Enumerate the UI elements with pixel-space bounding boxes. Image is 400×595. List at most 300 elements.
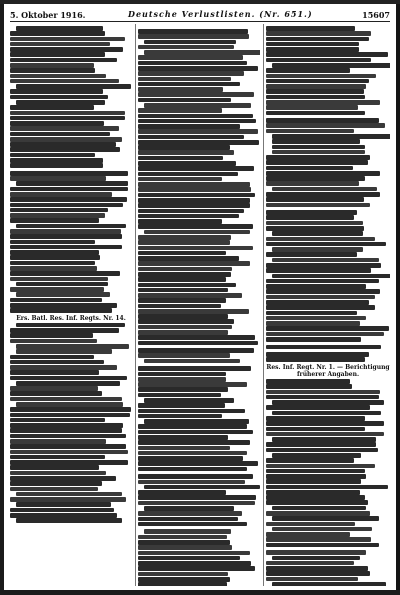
text-line	[138, 114, 253, 119]
text-line	[266, 305, 375, 310]
text-line	[266, 405, 370, 410]
text-line	[266, 495, 365, 500]
text-line	[266, 31, 371, 36]
text-line	[266, 52, 388, 57]
text-line	[138, 501, 255, 506]
text-line	[138, 517, 238, 522]
text-line	[138, 382, 247, 387]
text-line	[266, 252, 357, 257]
text-line	[266, 490, 360, 495]
text-line	[138, 456, 243, 461]
text-line	[138, 246, 253, 251]
text-line	[138, 77, 231, 82]
column-2-entries	[138, 29, 260, 586]
text-line	[272, 247, 363, 252]
text-line	[10, 42, 110, 47]
text-line	[266, 37, 369, 42]
text-column-1	[10, 26, 132, 586]
text-line	[144, 506, 234, 511]
text-line	[10, 339, 97, 344]
header-date: 5. Oktober 1916.	[10, 10, 86, 20]
text-line	[266, 352, 369, 357]
text-line	[266, 311, 357, 316]
text-line	[10, 287, 104, 292]
text-line	[138, 393, 221, 398]
text-line	[10, 79, 119, 84]
text-line	[266, 197, 364, 202]
text-line	[266, 226, 364, 231]
text-line	[10, 476, 116, 481]
text-line	[138, 82, 240, 87]
text-line	[138, 129, 258, 134]
text-line	[10, 277, 108, 282]
text-line	[138, 277, 226, 282]
text-line	[16, 344, 129, 349]
text-line	[138, 209, 244, 214]
text-line	[266, 26, 355, 31]
text-line	[138, 71, 244, 76]
text-line	[144, 359, 240, 364]
text-line	[138, 430, 253, 435]
text-line	[266, 357, 365, 362]
text-line	[10, 481, 102, 486]
text-line	[266, 89, 364, 94]
text-line	[272, 582, 386, 586]
text-line	[138, 377, 226, 382]
text-line	[138, 161, 236, 166]
text-line	[10, 487, 98, 492]
text-line	[10, 428, 122, 433]
text-line	[266, 242, 386, 247]
text-line	[10, 413, 130, 418]
text-line	[138, 182, 250, 187]
text-line	[266, 160, 368, 165]
text-line	[10, 197, 127, 202]
text-line	[272, 527, 372, 532]
text-line	[272, 187, 377, 192]
text-line	[10, 187, 128, 192]
text-line	[266, 561, 354, 566]
text-line	[138, 66, 258, 71]
text-line	[138, 461, 258, 466]
text-line	[138, 235, 231, 240]
text-line	[144, 485, 260, 490]
column-3-entries-top	[266, 26, 390, 362]
text-line	[266, 522, 355, 527]
text-line	[138, 319, 234, 324]
text-line	[266, 485, 388, 490]
text-line	[138, 261, 250, 266]
text-column-2	[138, 26, 260, 586]
text-line	[138, 414, 222, 419]
text-line	[272, 258, 379, 263]
text-line	[266, 203, 370, 208]
text-line	[272, 231, 363, 236]
text-line	[10, 333, 93, 338]
text-line	[10, 370, 99, 375]
text-line	[272, 556, 360, 561]
text-line	[16, 323, 125, 328]
text-line	[10, 397, 122, 402]
text-line	[10, 137, 122, 142]
header-rule	[10, 21, 390, 22]
text-line	[266, 105, 358, 110]
text-line	[138, 45, 234, 50]
text-line	[266, 474, 366, 479]
text-line	[272, 274, 390, 279]
text-line	[266, 300, 369, 305]
text-line	[138, 304, 221, 309]
text-line	[138, 353, 230, 358]
text-line	[266, 427, 365, 432]
text-line	[144, 419, 249, 424]
text-line	[266, 500, 368, 505]
text-line	[10, 250, 99, 255]
text-line	[266, 111, 365, 116]
text-line	[266, 571, 370, 576]
text-line	[10, 434, 126, 439]
column-divider-1	[135, 24, 136, 586]
text-line	[138, 522, 247, 527]
text-line	[266, 221, 363, 226]
text-line	[10, 229, 121, 234]
text-line	[272, 150, 365, 155]
text-line	[138, 150, 234, 155]
text-line	[10, 355, 94, 360]
text-line	[138, 272, 231, 277]
text-line	[10, 455, 105, 460]
text-line	[138, 490, 226, 495]
text-line	[10, 328, 119, 333]
text-line	[138, 145, 230, 150]
text-line	[10, 450, 128, 455]
text-line	[10, 31, 105, 36]
text-line	[138, 314, 228, 319]
text-line	[138, 341, 258, 346]
text-line	[266, 421, 384, 426]
text-line	[16, 26, 103, 31]
text-line	[266, 337, 361, 342]
text-line	[266, 511, 370, 516]
text-line	[138, 256, 239, 261]
text-line	[10, 192, 112, 197]
text-line	[10, 58, 117, 63]
text-line	[138, 540, 230, 545]
text-line	[266, 84, 366, 89]
text-line	[138, 545, 232, 550]
text-line	[138, 198, 250, 203]
text-line	[138, 293, 242, 298]
text-line	[10, 465, 99, 470]
text-line	[266, 42, 359, 47]
text-line	[10, 68, 95, 73]
text-line	[266, 416, 365, 421]
text-line	[10, 471, 106, 476]
text-line	[10, 163, 103, 168]
text-line	[266, 479, 361, 484]
text-line	[266, 284, 366, 289]
text-line	[10, 95, 108, 100]
text-line	[266, 166, 353, 171]
text-line	[266, 295, 375, 300]
text-line	[266, 95, 365, 100]
text-line	[266, 432, 384, 437]
text-line	[10, 245, 122, 250]
text-line	[10, 74, 106, 79]
text-line	[10, 63, 94, 68]
text-line	[272, 134, 390, 139]
text-line	[10, 298, 102, 303]
text-line	[272, 453, 361, 458]
text-line	[138, 251, 226, 256]
text-line	[16, 282, 108, 287]
text-line	[266, 442, 376, 447]
text-line	[138, 409, 245, 414]
text-line	[10, 158, 103, 163]
text-line	[138, 325, 232, 330]
text-line	[266, 263, 381, 268]
text-line	[144, 230, 250, 235]
text-line	[266, 176, 365, 181]
text-line	[138, 556, 240, 561]
text-line	[10, 208, 108, 213]
text-line	[10, 508, 114, 513]
text-line	[16, 84, 131, 89]
column-3-entries-bottom	[266, 379, 390, 586]
text-line	[266, 543, 379, 548]
text-line	[266, 192, 380, 197]
text-line	[138, 224, 253, 229]
text-line	[138, 577, 230, 582]
text-column-3	[266, 26, 390, 586]
text-line	[138, 495, 256, 500]
text-line	[10, 176, 106, 181]
text-line	[16, 349, 112, 354]
text-line	[10, 171, 128, 176]
text-line	[138, 267, 232, 272]
text-line	[138, 566, 255, 571]
text-line	[266, 464, 375, 469]
text-line	[10, 271, 120, 276]
text-line	[10, 213, 105, 218]
text-line	[10, 52, 105, 57]
text-line	[138, 29, 248, 34]
column-1-entries-top	[10, 26, 132, 313]
text-line	[138, 92, 254, 97]
text-line	[272, 400, 384, 405]
text-line	[138, 309, 249, 314]
text-line	[144, 50, 260, 55]
text-line	[10, 147, 120, 152]
column-divider-2	[263, 24, 264, 586]
text-line	[144, 529, 231, 534]
text-line	[10, 407, 131, 412]
text-line	[266, 74, 376, 79]
text-line	[10, 439, 106, 444]
text-line	[16, 292, 110, 297]
text-line	[138, 535, 227, 540]
text-line	[144, 398, 234, 403]
text-line	[266, 537, 371, 542]
text-line	[10, 460, 128, 465]
text-line	[138, 572, 228, 577]
text-line	[10, 303, 117, 308]
text-line	[138, 335, 255, 340]
text-line	[138, 98, 231, 103]
text-line	[266, 289, 380, 294]
column-1-entries-bottom	[10, 323, 132, 523]
scan-edge-bottom	[0, 590, 400, 595]
text-line	[138, 511, 242, 516]
text-line	[10, 132, 110, 137]
text-line	[138, 283, 236, 288]
text-line	[138, 467, 247, 472]
text-line	[10, 37, 125, 42]
text-line	[138, 240, 230, 245]
text-line	[266, 566, 368, 571]
text-line	[10, 308, 112, 313]
text-line	[266, 384, 352, 389]
text-line	[266, 118, 379, 123]
text-line	[138, 440, 250, 445]
scan-edge-top	[0, 0, 400, 4]
page-header	[10, 8, 390, 22]
text-line	[266, 100, 380, 105]
text-line	[10, 240, 95, 245]
text-line	[266, 326, 389, 331]
text-line	[138, 387, 228, 392]
text-line	[10, 376, 127, 381]
text-line	[266, 379, 350, 384]
text-line	[266, 58, 371, 63]
column-1-subheading-1: Ers. Batl. Res. Inf. Regts. Nr. 14.	[16, 314, 126, 322]
text-line	[138, 480, 245, 485]
text-line	[266, 171, 380, 176]
text-line	[138, 435, 228, 440]
text-line	[266, 123, 385, 128]
text-line	[10, 121, 104, 126]
text-line	[272, 139, 360, 144]
header-page-number: 15607	[362, 10, 390, 20]
text-line	[10, 89, 103, 94]
text-line	[10, 116, 125, 121]
text-line	[266, 279, 379, 284]
text-line	[138, 34, 249, 39]
text-line	[138, 177, 222, 182]
text-line	[138, 166, 254, 171]
text-line	[138, 87, 223, 92]
text-line	[10, 266, 97, 271]
text-line	[10, 203, 123, 208]
text-line	[266, 210, 357, 215]
text-line	[266, 458, 354, 463]
text-line	[138, 551, 250, 556]
text-line	[10, 153, 95, 158]
text-line	[10, 261, 95, 266]
text-line	[266, 129, 354, 134]
text-line	[16, 402, 123, 407]
text-line	[266, 532, 350, 537]
text-line	[138, 366, 251, 371]
text-line	[138, 424, 247, 429]
text-line	[10, 360, 104, 365]
header-issue: (Nr. 651.)	[259, 9, 313, 19]
text-line	[272, 437, 376, 442]
text-line	[10, 444, 126, 449]
text-line	[16, 502, 111, 507]
text-line	[272, 145, 365, 150]
text-line	[16, 224, 126, 229]
text-line	[266, 237, 375, 242]
text-line	[10, 105, 94, 110]
text-line	[138, 446, 230, 451]
text-line	[10, 418, 105, 423]
text-line	[10, 47, 123, 52]
text-line	[10, 255, 100, 260]
text-line	[10, 513, 117, 518]
text-line	[272, 411, 381, 416]
text-line	[144, 40, 236, 45]
text-line	[266, 345, 381, 350]
text-line	[138, 288, 228, 293]
header-title	[128, 9, 313, 19]
text-line	[138, 119, 256, 124]
scan-edge-left	[0, 0, 4, 595]
text-line	[138, 172, 238, 177]
text-line	[138, 203, 250, 208]
text-line	[266, 47, 359, 52]
text-line	[266, 332, 384, 337]
text-line	[16, 181, 128, 186]
text-line	[144, 103, 251, 108]
text-line	[266, 268, 371, 273]
text-line	[138, 187, 251, 192]
text-line	[138, 298, 226, 303]
text-line	[272, 506, 366, 511]
text-line	[138, 348, 254, 353]
text-line	[266, 68, 350, 73]
text-line	[138, 214, 239, 219]
text-line	[10, 365, 117, 370]
text-line	[266, 577, 358, 582]
text-line	[266, 155, 370, 160]
text-line	[10, 497, 126, 502]
text-line	[138, 372, 226, 377]
text-line	[138, 561, 251, 566]
text-line	[16, 100, 105, 105]
text-line	[138, 124, 240, 129]
text-line	[138, 61, 247, 66]
text-line	[138, 193, 255, 198]
text-line	[266, 469, 365, 474]
text-line	[10, 111, 125, 116]
text-line	[138, 156, 223, 161]
text-line	[266, 181, 359, 186]
text-line	[266, 390, 380, 395]
text-line	[138, 403, 225, 408]
text-line	[266, 79, 369, 84]
text-line	[10, 142, 116, 147]
scan-edge-right	[396, 0, 400, 595]
text-line	[138, 135, 244, 140]
text-line	[10, 423, 123, 428]
text-line	[266, 448, 378, 453]
text-line	[138, 140, 259, 145]
header-title-text: Deutsche Verlustlisten.	[128, 9, 256, 19]
text-line	[266, 395, 379, 400]
text-line	[16, 492, 122, 497]
text-line	[272, 63, 390, 68]
